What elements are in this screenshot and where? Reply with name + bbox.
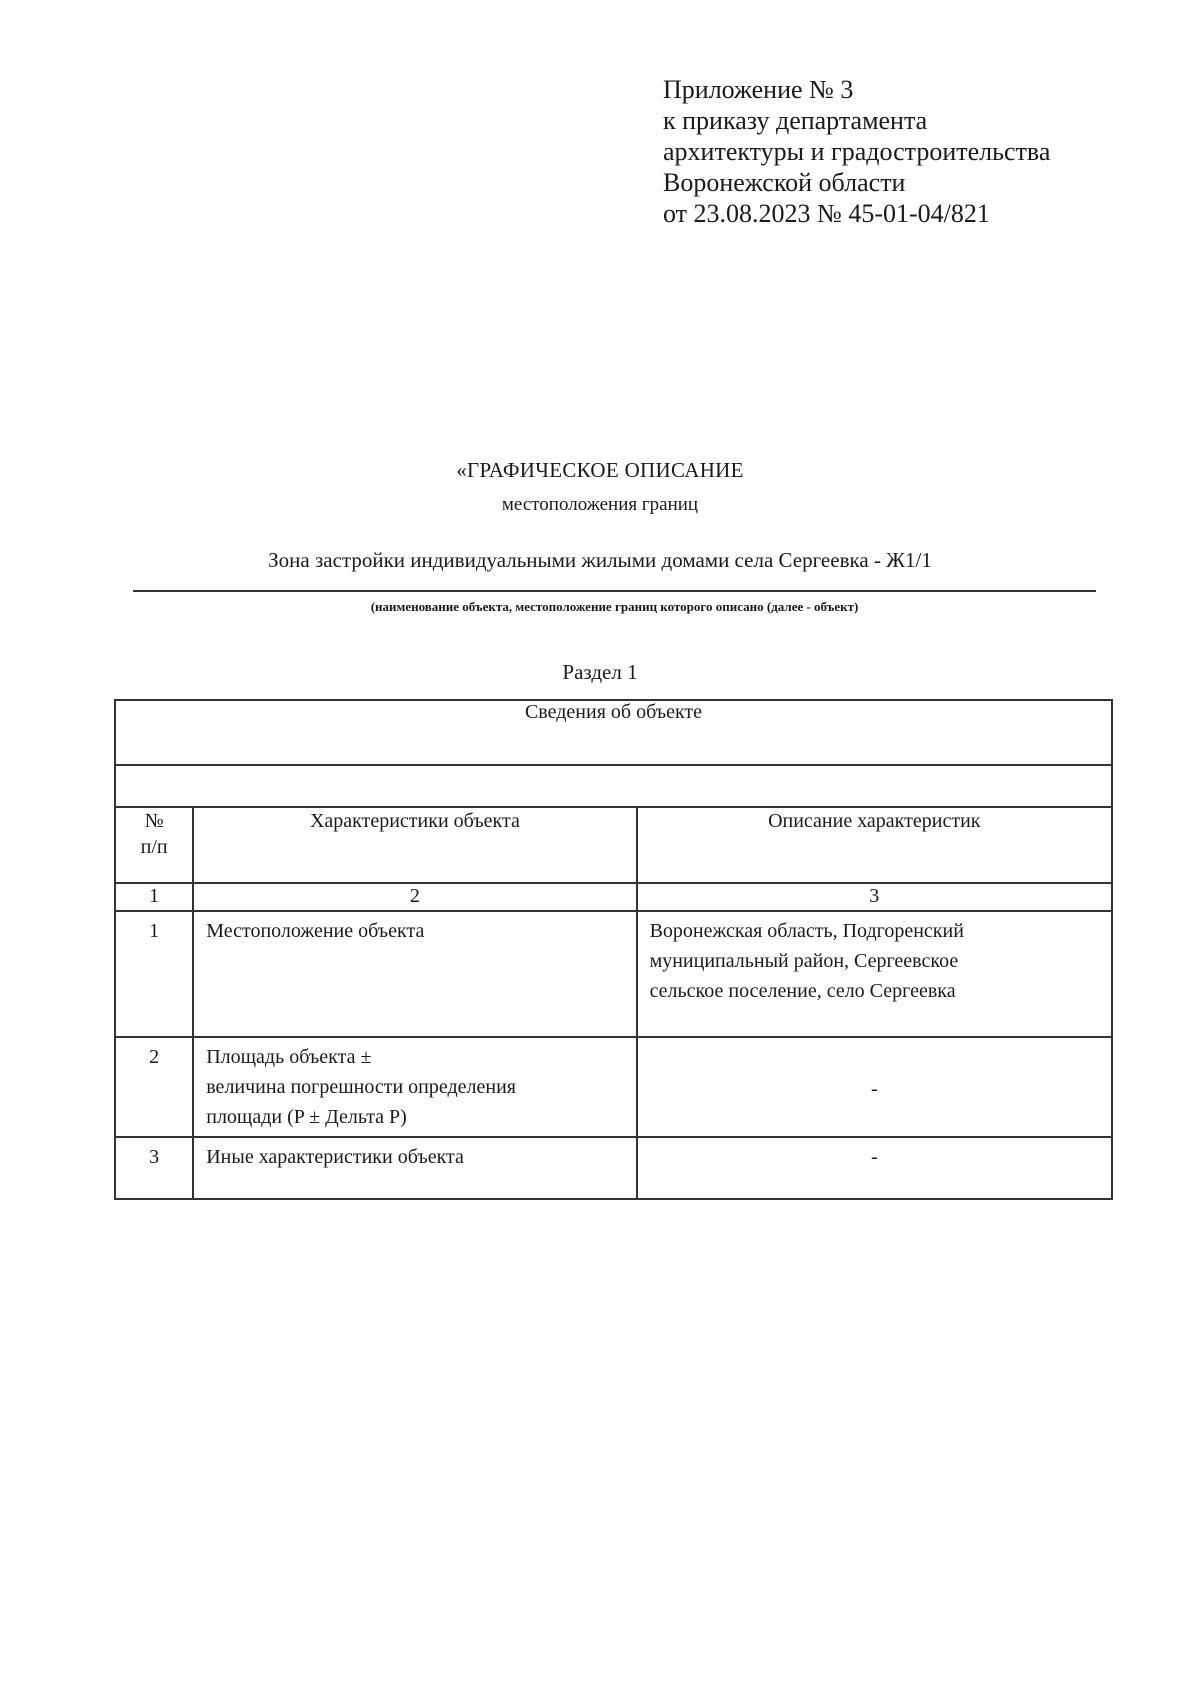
table-caption-row <box>115 700 1112 765</box>
column-number-row <box>115 883 1112 911</box>
row-characteristic <box>193 911 636 1037</box>
table-row <box>115 1137 1112 1199</box>
cell-line: Иные характеристики объекта <box>206 1146 464 1168</box>
table-row <box>115 911 1112 1037</box>
row-number: 1 <box>115 911 193 1037</box>
table-header-row <box>115 807 1112 883</box>
object-name-underline <box>133 590 1096 592</box>
table-empty-row <box>115 765 1112 807</box>
row-characteristic <box>193 1137 636 1199</box>
object-info-table <box>114 699 1113 1200</box>
row-number: 2 <box>115 1037 193 1137</box>
header-number-line1: № <box>144 810 164 832</box>
object-name-note: (наименование объекта, местоположение границ которого описано (далее - объект) <box>370 599 859 614</box>
row-description <box>637 911 1112 1037</box>
attachment-header <box>663 74 1050 229</box>
table-caption: Сведения об объекте <box>115 700 1112 765</box>
section-label: Раздел 1 <box>562 660 638 684</box>
cell-line: - <box>870 1146 878 1168</box>
attachment-line: Приложение № 3 <box>663 75 854 104</box>
attachment-line: Воронежской области <box>663 168 906 197</box>
cell-line: - <box>870 1078 878 1100</box>
header-characteristics: Характеристики объекта <box>193 807 636 883</box>
table-row <box>115 1037 1112 1137</box>
document-subtitle: местоположения границ <box>501 494 699 515</box>
attachment-line: к приказу департамента <box>663 106 928 135</box>
row-description <box>637 1037 1112 1137</box>
row-description <box>637 1137 1112 1199</box>
cell-line: Местоположение объекта <box>206 920 425 942</box>
cell-line: Воронежская область, Подгоренский <box>649 920 964 942</box>
header-number <box>115 807 193 883</box>
object-name: Зона застройки индивидуальными жилыми домами села Сергеевка - Ж1/1 <box>268 548 932 572</box>
attachment-line: от 23.08.2023 № 45-01-04/821 <box>663 199 990 228</box>
header-number-line2: п/п <box>140 836 168 858</box>
cell-line: муниципальный район, Сергеевское <box>649 950 959 972</box>
column-number: 3 <box>637 883 1112 911</box>
document-title: «ГРАФИЧЕСКОЕ ОПИСАНИЕ <box>456 458 744 482</box>
header-description: Описание характеристик <box>637 807 1112 883</box>
cell-line: сельское поселение, село Сергеевка <box>649 980 956 1002</box>
cell-line: площади (P ± Дельта P) <box>206 1106 407 1128</box>
table-empty-cell <box>115 765 1112 807</box>
attachment-line: архитектуры и градостроительства <box>663 137 1051 166</box>
column-number: 2 <box>193 883 636 911</box>
column-number: 1 <box>115 883 193 911</box>
row-number: 3 <box>115 1137 193 1199</box>
row-characteristic <box>193 1037 636 1137</box>
cell-line: величина погрешности определения <box>206 1076 516 1098</box>
cell-line: Площадь объекта ± <box>206 1046 372 1068</box>
